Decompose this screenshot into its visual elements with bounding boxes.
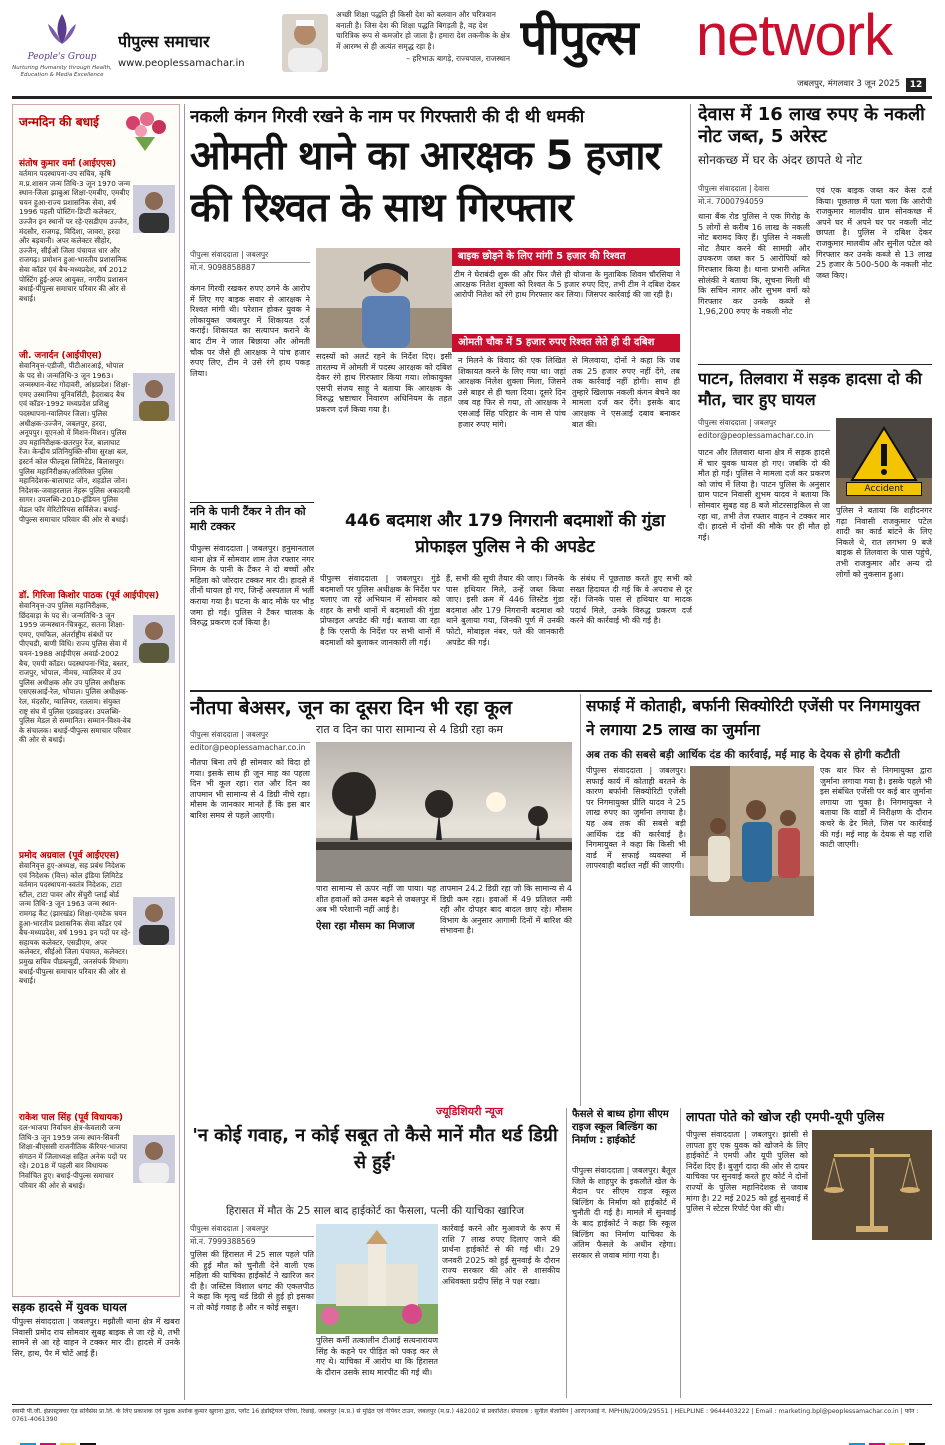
masthead-rule — [12, 96, 932, 99]
birthday-name: जी. जनार्दन (आईपीएस) — [19, 351, 102, 361]
footer-rule — [12, 1404, 932, 1405]
story-body: पीपुल्स संवाददाता | जबलपुर। मझौली थाना क्षेत्र में खबरा निवासी प्रमोद राय सोमवार सुबह बाइक से जा रहे थे, तभी सामने से आ रहे वाहन ने टक्कर मार दी। हादसे में उनके सिर, हाथ, पैर में चोटें आई हैं। — [12, 1317, 180, 1358]
byline-text: पीपुल्स संवाददाता | जबलपुर — [190, 1224, 314, 1237]
nautapa-byline — [190, 730, 310, 756]
goonda-headline-block — [320, 508, 690, 570]
accused-photo — [316, 248, 452, 348]
mobile-number: मो.नं. 7000794059 — [698, 197, 764, 206]
flower-bouquet-icon — [115, 107, 175, 153]
website-link[interactable]: www.peoplessamachar.in — [118, 58, 245, 69]
column-rule — [680, 1108, 681, 1398]
nautapa-col-3: तापमान 24.2 डिग्री रहा जो कि सामान्य से 4 डिग्री कम रहा। हवाओं में 49 प्रतिशत नमी रही और दोपहर बाद बादल छाए रहे। मौसम विभाग के अनुसार आगामी दिनों में बारिश की संभावना है। — [440, 884, 572, 936]
brand-network: network — [696, 3, 893, 68]
fake-notes-headline-block — [698, 104, 932, 184]
byline-text: पीपुल्स संवाददाता | जबलपुर — [190, 250, 310, 263]
nautapa-col-2: पारा सामान्य से ऊपर नहीं जा पाया। यह शीत हवाओं को उमस बढ़ने से जबलपुर में अब भी परेशानी नहीं आई है। — [316, 884, 436, 915]
birthday-text: वर्तमान पदस्थापना-उप सचिव, कृषि म.प्र.शासन जन्म तिथि-3 जून 1970 जन्म स्थान-जिला झाबुआ शिक्षा-एमबीए, एमबीए चयन हुआ-राज्य प्रशासनिक सेवा, वर्ष 1996 पहली पोस्टिंग-डिप्टी कलेक्टर, उज्जैन इन स्थानों पर रहे-एसडीएम उज्जैन, मंदसौर, राजगढ़, विदिशा, जावरा, हरदा और बड़वानी। अपर कलेक्टर सीहोर, उज्जैन, सीईओ जिला पंचायत धार और राजगढ़। प्रमोशन हुआ-भारतीय प्रशासनिक सेवा कॉडर एवं बैच-मध्यप्रदेश, वर्ष 2012 पोस्टिंग हुई-अपर आयुक्त, नगरीय प्रशासन बधाई-पीपुल्स समाचार परिवार की ओर से बधाई। — [19, 169, 131, 303]
fake-notes-col-2: एवं एक बाइक जब्त कर केस दर्ज किया। पूछताछ में पता चला कि आरोपी राजकुमार मालवीय ग्राम सोनकच्छ में अपने घर में अपने घर पर नकली नोट छापता है। पुलिस ने दबिश देकर राजकुमार मालवीय और सुनील पटेल को गिरफ्तार कर उनके कब्जे से 13 लाख 25 हजार के 500-500 के नकली नोट जब्त किए। — [816, 186, 932, 280]
safai-col-1: पीपुल्स संवाददाता | जबलपुर। सफाई कार्य में कोताही बरतने के कारण बर्फानी सिक्योरिटी एजेंसी पर निगमायुक्त प्रीति यादव ने 25 लाख रुपए का जुर्माना लगाया है। यह अब तक की सबसे बड़ी आर्थिक दंड की कार्रवाई है। निगमायुक्त ने कहा कि किसी भी वार्ड में सफाई व्यवस्था में लापरवाही बर्दाश्त नहीं की जाएगी। — [586, 766, 686, 871]
brand-hindi: पीपुल्स — [520, 10, 638, 66]
cmrise-body: पीपुल्स संवाददाता | जबलपुर। बैतूल जिले के शाहपुर के इकलौते खेल के मैदान पर सीएम राइज स्कूल बिल्डिंग के निर्माण को हाईकोर्ट में चुनौती दी गई है। मामले में सुनवाई के बाद हाईकोर्ट ने कहा कि स्कूल बिल्डिंग का निर्माण याचिका के अंतिम फैसले के अधीन रहेगा। सरकार से जवाब मांगा गया है। — [572, 1166, 676, 1260]
judiciary-col-3: कार्रवाई करने और मुआवजे के रूप में राशि 7 लाख रुपए दिलाए जाने की प्रार्थना हाईकोर्ट से की गई थी। 29 जनवरी 2025 को हुई सुनवाई के दौरान राज्य सरकार की ओर से शासकीय अधिवक्ता प्रदीप सिंह ने पक्ष रखा। — [442, 1224, 560, 1286]
lead-col-3: न मिलने के विवाद की एक लिखित शिकायत करने के लिए गया था। जहां आरक्षक निलेश शुक्ला मिला, जिसने उसे बाहर से ही चला दिया। दूसरे दिन जब वह फिर से गया, तो आरक्षक ने एसआई सिंह परिहार के नाम से पांच हजार रुपए मांगे। — [458, 356, 566, 429]
high-court-photo — [316, 1224, 438, 1334]
goonda-col-2: हैं, सभी की सूची तैयार की जाए। जिनके पास हथियार मिले, उन्हें जब्त किया जाए। इसी क्रम में 446 लिस्टेड गुंडा बदमाश और 179 निगरानी बदमाश को थाने बुलाया गया, जिनकी पूर्ण में उनकी फोटो, मोबाइल नंबर, पते की जानकारी अपडेट की गई। — [446, 574, 564, 647]
mobile-number: मो.नं. 9098858887 — [190, 263, 256, 272]
judiciary-byline — [190, 1224, 314, 1248]
color-registration-bar — [0, 1436, 945, 1445]
lead-kicker — [190, 104, 680, 130]
fake-notes-col-1: थाना बैंक रोड पुलिस ने एक गिरोह के 5 लोगों से करीब 16 लाख के नकली नोट बरामद किए हैं। पुलिस ने नकली नोट तैयार करने की सामग्री और उपकरण जब्त कर 5 आरोपियों को गिरफ्तार किया है। थाना प्रभारी अमित सोलंकी ने बताया कि, सूचना मिली थी कि सचिन नागर और सुभम वर्मा को गिरफ्तार कर उनके कब्जे से 1,96,200 रुपए के नकली नोट — [698, 212, 810, 317]
nani-body: पीपुल्स संवाददाता | जबलपुर। हनुमानताल थाना क्षेत्र में सोमवार शाम तेज रफ्तार नगर निगम के पानी के टैंकर ने दो बच्चों और महिला को जोरदार टक्कर मार दी। हादसे में तीनों घायल हो गए, जिन्हें अस्पताल में भर्ती कराया गया है। घटना के बाद मौके पर भीड़ जमा हो गई। पुलिस ने टैंकर चालक के विरुद्ध प्रकरण दर्ज किया है। — [190, 544, 314, 628]
page-number: 12 — [906, 78, 926, 92]
story-headline: फैसले से बाध्य होगा सीएम राइज स्कूल बिल्डिंग का निर्माण : हाईकोर्ट — [572, 1109, 669, 1146]
group-name: People's Group — [27, 52, 97, 62]
email-text: editor@peoplessamachar.co.in — [698, 431, 814, 440]
birthday-name: प्रमोद अग्रवाल (पूर्व आईएएस) — [19, 851, 120, 861]
group-tagline: Nurturing Humanity through Health, Education & Media Excellence — [12, 65, 112, 78]
paper-logo-block — [118, 30, 268, 70]
accident-sign-label: Accident — [846, 482, 922, 496]
section-rule — [698, 364, 932, 365]
dateline: जबलपुर, मंगलवार 3 जून 2025 — [797, 79, 900, 89]
column-rule — [580, 694, 581, 1106]
goonda-col-1: पीपुल्स संवाददाता | जबलपुर। गुंडे बदमाशों पर पुलिस अधीक्षक के निर्देश पर चलाए जा रहे अभियान में सोमवार को शहर के सभी थानों में बदमाशों की गुंडा प्रोफाइल अपडेट की गई। बताया जा रहा है कि एसपी के निर्देश पर सभी थानों में बदमाशों को बुलाकर जानकारी ली गई। — [320, 574, 440, 647]
person-photo — [133, 1135, 175, 1183]
lead-byline — [190, 250, 310, 280]
byline-text: पीपुल्स संवाददाता | जबलपुर — [190, 730, 310, 743]
nautapa-subhead-block — [316, 722, 570, 738]
group-logo-block — [12, 10, 112, 94]
sunset-photo — [316, 742, 572, 882]
section-rule — [190, 690, 932, 692]
fake-notes-byline — [698, 184, 808, 208]
story-headline: 'न कोई गवाह, न कोई सबूत तो कैसे मानें मौत थर्ड डिग्री से हुई' — [192, 1125, 558, 1173]
lead-col-2: सदस्यों को अलर्ट रहने के निर्देश दिए। इसी तारतम्य में ओमती में पदस्थ आरक्षक को दबिश देकर रंगे हाथ गिरफ्तार किया गया। लोकायुक्त एसपी संजय साहू ने बताया कि आरक्षक के विरुद्ध भ्रष्टाचार निवारण अधिनियम के तहत प्रकरण दर्ज किया गया है। — [316, 352, 452, 414]
justice-scale-photo — [812, 1130, 932, 1240]
red-band-text: ओमती चौक में 5 हजार रुपए रिश्वत लेते ही दी दबिश — [452, 334, 680, 352]
story-headline: सड़क हादसे में युवक घायल — [12, 1300, 127, 1314]
byline-text: पीपुल्स संवाददाता | जबलपुर — [698, 418, 830, 431]
story-headline: लापता पोते को खोज रही एमपी-यूपी पुलिस — [686, 1109, 885, 1124]
judiciary-headline-block — [190, 1122, 560, 1202]
birthday-text: सेवानिवृत्त-उप पुलिस महानिरीक्षक, छिंदवाड़ा के पद से। जन्मतिथि-3 जून 1959 जन्मस्थान-चित्रकूट, सतना शिक्षा-एमए, एमफिल, अंतर्राष्ट्रीय संबंधों पर पीएचडी, बाणी विधि। राज्य पुलिस सेवा में चयन-1988 आईपीएस अवार्ड-2002 बैच, एमपी कॉडर। पदस्थापना-भिंड, बस्तर, राजपुर, भोपाल, नीमच, ग्वालियर में उप पुलिस अधीक्षक और उप पुलिस अधीक्षक एसएसआई-रेल, भोपाल। पुलिस अधीक्षक-रेल, मंदसौर, ग्वालियर, रतलाम। संयुक्त राष्ट्र संघ में पुलिस एडवाइजर। उपलब्धि-पुलिस मेडल से सम्मानित। सम्मान-विश्व-वेब के संचालक। बधाई-पीपुल्स समाचार परिवार की ओर से बधाई। — [19, 601, 131, 745]
birthday-text: सेवानिवृत्त हुए-अध्यक्ष, सह प्रबंध निदेशक एवं निदेशक (वित्त) कोल इंडिया लिमिटेड वर्तमान पदस्थापना-स्वतंत्र निदेशक, टाटा स्टील, टाटा पावर और सेंचुरी प्लाई बोर्ड जन्म तिथि-3 जून 1963 जन्म स्थान-रामगढ़ कैंट (झारखंड) शिक्षा-एमटेक चयन हुआ-भारतीय प्रशासनिक सेवा कॉडर एवं बैच-मध्यप्रदेश, वर्ष 1991 इन पदों पर रहे-सहायक कलेक्टर, एसडीएम, अपर कलेक्टर, सीईओ जिला पंचायत, कलेक्टर। प्रमुख सचिव पीडब्ल्यूडी, जनसंपर्क विभाग। बधाई-पीपुल्स समाचार परिवार की ओर से बधाई। — [19, 861, 131, 986]
nani-headline-block — [190, 504, 314, 544]
story-subhead: हिरासत में मौत के 25 साल बाद हाईकोर्ट का फैसला, पत्नी की याचिका खारिज — [226, 1205, 524, 1217]
story-headline: नौतपा बेअसर, जून का दूसरा दिन भी रहा कूल — [190, 697, 512, 719]
story-subhead: अब तक की सबसे बड़ी आर्थिक दंड की कार्रवाई, मई माह के देयक से होगी कटौती — [586, 749, 900, 761]
patan-byline — [698, 418, 830, 444]
lead-col-1: कंगन गिरवी रखकर रुपए ठगने के आरोप में लिए गए बाइक सवार से आरक्षक ने रिश्वत मांगी थी। परेशान होकर युवक ने लोकायुक्त जबलपुर में शिकायत दर्ज कराई। शिकायत का सत्यापन कराने के बाद टीम ने जाल बिछाया और ओमती चौक पर जैसे ही आरक्षक ने पांच हजार रुपए लिए, टीम ने उसे रंगे हाथ पकड़ लिया। — [190, 284, 310, 378]
judiciary-col-2: पुलिस कर्मी तत्कालीन टीआई सत्यनारायण सिंह के कहने पर पीड़ित को पकड़ कर ले गए थे। याचिका में आरोप था कि हिरासत के दौरान उसके साथ मारपीट की गई थी। — [316, 1336, 438, 1377]
person-photo — [133, 373, 175, 421]
story-subhead: रात व दिन का पारा सामान्य से 4 डिग्री रहा कम — [316, 723, 504, 736]
safai-headline-block — [586, 694, 932, 748]
email-text: editor@peoplessamachar.co.in — [190, 743, 306, 752]
story-subhead: सोनकच्छ में घर के अंदर छापते थे नोट — [698, 153, 863, 167]
judiciary-tag-text: ज्यूडिशियरी न्यूज — [436, 1105, 504, 1118]
byline-text: पीपुल्स संवाददाता | देवास — [698, 184, 808, 197]
safai-subhead-block — [586, 748, 932, 764]
patan-col-2: पुलिस ने बताया कि शहीदनगर गढ़ा निवासी राजकुमार पटेल शादी का कार्ड बांटने के लिए निकले थे, रात लगभग 9 बजे बाइक से तिलवारा के पास पहुंचे, तभी राजकुमार और अन्य दो लोगों को नुकसान हुआ। — [836, 506, 932, 579]
cmrise-headline-block — [572, 1108, 676, 1164]
birthday-name: संतोष कुमार वर्मा (आईएएस) — [19, 159, 117, 169]
person-photo — [133, 615, 175, 663]
story-headline: ननि के पानी टैंकर ने तीन को मारी टक्कर — [190, 505, 306, 533]
lead-col-4: से मिलवाया, दोनों ने कहा कि जब तक 25 हजार रुपए नहीं देंगे, तब तक कार्रवाई नहीं होगी। साथ ही तुम्हारे खिलाफ नकली कंगन बेचने का मामला दर्ज कर देंगे। इसके बाद आरक्षक ने एसआई दबाव बनाकर बात की। — [572, 356, 680, 429]
paper-logo: पीपुल्स समाचार — [118, 32, 210, 51]
quote-text: अच्छी शिक्षा पद्धति ही किसी देश को बलवान और चरित्रवान बनाती है। जिस देश की शिक्षा पद्धति बिगड़ती है, वह देश चारित्रिक रूप से कमजोर हो जाता है। हमारा देश तकनीक के क्षेत्र में आरम्भ से ही अत्यंत समृद्ध रहा है। — [336, 10, 510, 51]
brand-block — [520, 0, 935, 78]
missing-body: पीपुल्स संवाददाता | जबलपुर। झांसी से लापता हुए एक युवक को खोजने के लिए हाईकोर्ट ने एमपी और यूपी पुलिस को निर्देश दिए हैं। बुजुर्ग दादा की ओर से दायर याचिका पर सुनवाई करते हुए कोर्ट ने दोनों राज्यों के पुलिस महानिदेशक से जवाब मांगा है। 22 मई 2025 को हुई सुनवाई में पुलिस ने स्टेटस रिपोर्ट पेश की थी। — [686, 1130, 808, 1214]
lead-headline-block — [190, 130, 680, 244]
birthday-name: डॉ. गिरिजा किशोर पाठक (पूर्व आईपीएस) — [19, 591, 160, 601]
mobile-number: मो.नं. 7999388569 — [190, 1237, 256, 1246]
safai-col-2: एक बार फिर से निगमायुक्त द्वारा जुर्माना लगाया गया है। इसके पहले भी इस संबंधित एजेंसी पर कई बार जुर्माना लगाया जा चुका है। निगमायुक्त ने बताया कि वार्डों में निरीक्षण के दौरान कचरे के ढेर मिले, जिस पर कार्रवाई की गई। मई माह के देयक से यह राशि काटी जाएगी। — [820, 766, 932, 850]
quote-author: – हरिभाऊ बागड़े, राज्यपाल, राजस्थान — [406, 54, 510, 63]
column-rule — [184, 104, 185, 1400]
patan-headline-block — [698, 368, 932, 418]
lotus-icon — [42, 10, 82, 50]
story-headline: पाटन, तिलवारा में सड़क हादसा दो की मौत, चार हुए घायल — [698, 369, 922, 409]
birthday-name: राकेश पाल सिंह (पूर्व विधायक) — [19, 1113, 123, 1123]
accident-short-story — [12, 1300, 180, 1396]
birthday-text: दल-भाजपा निर्वाचन क्षेत्र-केवलारी जन्म तिथि-3 जून 1959 जन्म स्थान-सिवनी शिक्षा-बीएससी राजनीतिक कॅरियर-भाजपा संगठन में जिलाध्यक्ष सहित अनेक पदों पर रहे। 2018 में पहली बार विधायक निर्वाचित हुए। बधाई-पीपुल्स समाचार परिवार की ओर से बधाई। — [19, 1123, 128, 1190]
inspection-photo — [690, 766, 814, 916]
judiciary-subhead-block — [190, 1204, 560, 1220]
kicker-text: नकली कंगन गिरवी रखने के नाम पर गिरफ्तारी की दी थी धमकी — [190, 107, 585, 127]
judiciary-col-1: पुलिस की हिरासत में 25 साल पहले पति की हुई मौत को चुनौती देने वाली एक महिला की याचिका हाईकोर्ट ने खारिज कर दी है। जस्टिस विशाल धगट की एकलपीठ ने कहा कि मृत्यु थर्ड डिग्री से हुई हो इसका न तो कोई गवाह है और न कोई सबूत। — [190, 1250, 314, 1312]
lead-headline: ओमती थाने का आरक्षक 5 हजार की रिश्वत के साथ गिरफ्तार — [190, 133, 660, 231]
nautapa-col-1: नौतपा बिना तपे ही सोमवार को विदा हो गया। इसके साथ ही जून माह का पहला दिन भी कूल रहा। रात और दिन का तापमान भी सामान्य से 4 डिग्री नीचे रहा। मौसम के जानकार मानते हैं कि इस बार बारिश समय से पहले आएगी। — [190, 758, 310, 820]
goonda-col-3: के संबंध में पूछताछ करते हुए सभी को सख्त हिदायत दी गई कि वे अपराध से दूर रहें। जिनके पास से हथियार या मादक पदार्थ मिले, उनके विरुद्ध प्रकरण दर्ज करने की कार्रवाई भी की गई है। — [570, 574, 692, 626]
person-photo — [133, 185, 175, 233]
birthday-text: सेवानिवृत्त-एडीजी, पीटीआरआई, भोपाल के पद से। जन्मतिथि-3 जून 1963। जन्मस्थान-वेस्ट गोदावरी, आंध्रप्रदेश। शिक्षा-एमए उस्मानिया यूनिवर्सिटी, हैदराबाद बैच एवं कॉडर-1992 मध्यप्रदेश प्रशिक्षु पदस्थापना-ग्वालियर जिला। पुलिस अधीक्षक-उज्जैन, जबलपुर, हरदा, अनूपपुर। यूएनओ में मिशन-मिशन। पुलिस उप महानिरीक्षक-छतरपुर रेंज, बालाघाट रेंज। केन्द्रीय प्रतिनियुक्ति-सीमा सुरक्षा बल, इस्टर्न कोल फील्ड्स लिमिटेड, बिलासपुर। पुलिस महानिरीक्षक/अतिरिक्त पुलिस महानिदेशक-बालाघाट जोन, शहडोल जोन। निदेशक-जवाहरलाल नेहरू पुलिस अकादमी सागर। उपलब्धि-2010-इंडियन पुलिस मेडल फॉर मेरिटोरियस सर्विसेज। बधाई-पीपुल्स समाचार परिवार की ओर से बधाई। — [19, 361, 131, 524]
section-rule — [190, 502, 314, 503]
footer-imprint: स्वामी पी.जी. इंफ्रास्ट्रक्चर एंड सर्विसेस प्रा.लि. के लिए प्रकाशक एवं मुद्रक अशोक कुमार खुराना द्वारा, प्लॉट 16 इंडस्ट्रियल एरिया, रिछाई, जबलपुर (म.प्र.) से मुद्रित एवं नेपियर टाउन, जबलपुर (म.प्र.) 482002 से प्रकाशित। संपादक : सुनील बेंजामिन | आरएनआई नं. MPHIN/2009/29551 | HELPLINE : 9644403222 | Email : marketing.bpl@peoplessamachar.co.in | फोन : 0761-4061390 — [12, 1408, 919, 1423]
missing-headline-block — [686, 1108, 932, 1126]
story-headline: सफाई में कोताही, बर्फानी सिक्योरिटी एजेंसी पर निगमायुक्त ने लगाया 25 लाख का जुर्माना — [586, 697, 920, 739]
lead-sidebar: टीम ने घेराबंदी शुरू की और फिर जैसे ही योजना के मुताबिक शिवम चौरसिया ने आरक्षक नितेश शुक्ला को रिश्वत के 5 हजार रुपए दिए, तभी टीम ने दबिश देकर आरोपी नितेश को रंगे हाथ गिरफ्तार कर लिया। जिसपर कार्रवाई की जा रही है। — [454, 270, 680, 299]
birthday-panel — [12, 104, 180, 1297]
column-rule — [566, 1108, 567, 1398]
column-rule — [690, 104, 691, 508]
lead-red-band-2 — [452, 334, 680, 352]
quote-block — [336, 10, 510, 90]
patan-col-1: पाटन और तिलवारा थाना क्षेत्र में सड़क हादसे में चार युवक घायल हो गए। जबकि दो की मौत हो गई। पुलिस ने मामला दर्ज कर प्रकरण को जांच में लिया है। पाटन पुलिस के अनुसार ग्राम पाटन निवासी शुभम यादव ने बताया कि सोमवार सुबह वह 8 बजे मोटरसाइकिल से जा रहा था, तभी तेज रफ्तार वाहन ने टक्कर मार दी। हादसे में दोनों की मौके पर ही मौत हो गई। — [698, 448, 830, 542]
person-photo — [133, 897, 175, 945]
story-headline: देवास में 16 लाख रुपए के नकली नोट जब्त, 5 अरेस्ट — [698, 104, 925, 147]
lead-red-band — [452, 248, 680, 266]
story-headline: 446 बदमाश और 179 निगरानी बदमाशों की गुंडा प्रोफाइल पुलिस ने की अपडेट — [344, 511, 665, 557]
red-band-text: बाइक छोड़ने के लिए मांगी 5 हजार की रिश्वत — [452, 248, 680, 266]
nautapa-subhead-2: ऐसा रहा मौसम का मिजाज — [316, 921, 415, 932]
birthday-title: जन्मदिन की बधाई — [19, 115, 99, 129]
governor-photo — [282, 14, 328, 72]
accident-sign-image — [836, 418, 932, 504]
